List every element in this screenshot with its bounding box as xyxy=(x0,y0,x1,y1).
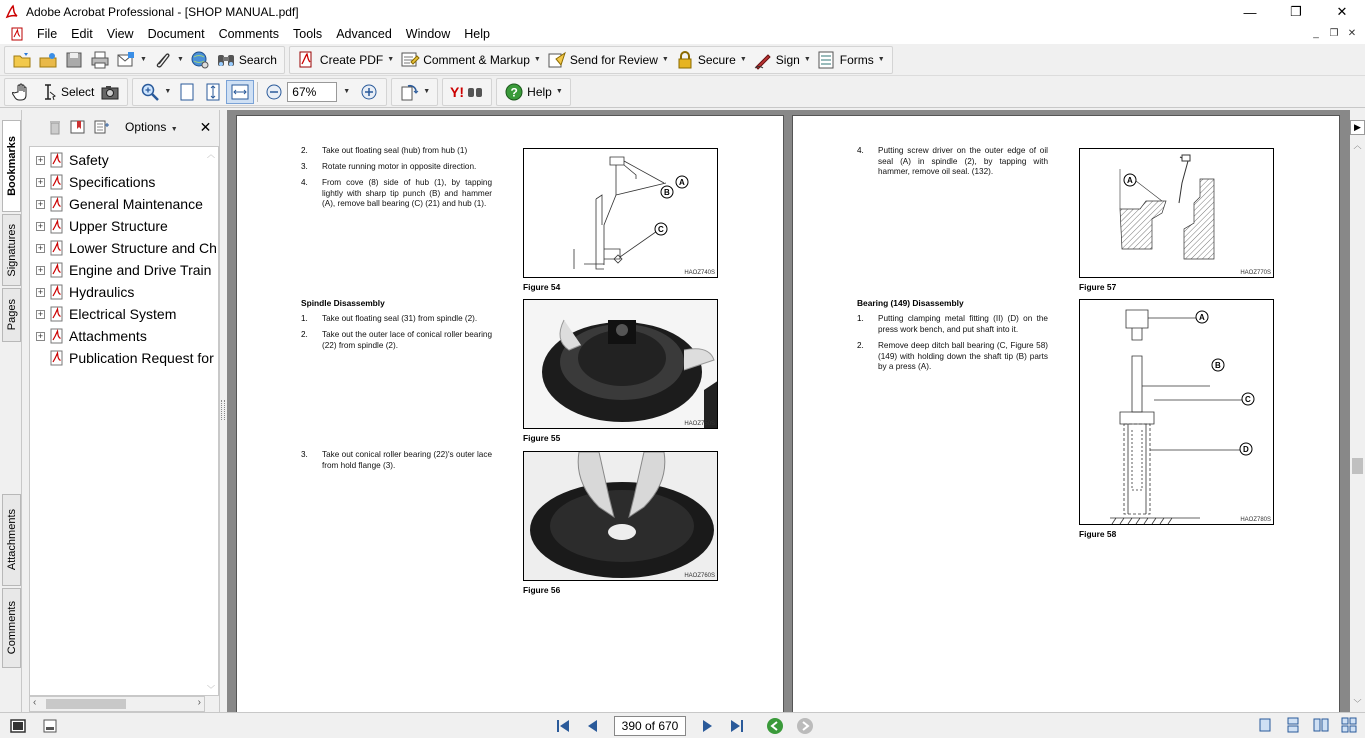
label-b: B xyxy=(664,188,670,197)
bookmark-label: Engine and Drive Train xyxy=(69,262,212,278)
expand-icon[interactable]: + xyxy=(37,154,44,165)
split-arrow-icon[interactable]: ▶ xyxy=(1350,120,1365,135)
pdf-document-icon[interactable] xyxy=(10,27,24,41)
figure-caption: Figure 54 xyxy=(523,282,561,292)
open-button[interactable] xyxy=(9,48,35,72)
bookmark-options-button[interactable]: Options ▼ xyxy=(125,120,178,134)
bookmark-pdf-icon xyxy=(49,262,65,278)
bookmark-item[interactable] xyxy=(30,325,147,347)
last-page-icon xyxy=(729,718,745,734)
label-c: C xyxy=(658,225,664,234)
zoom-tools-group xyxy=(132,78,387,106)
bookmark-label: Upper Structure xyxy=(69,218,168,234)
bookmark-list xyxy=(29,146,219,696)
organizer-icon xyxy=(38,50,58,70)
send-review-label: Send for Review xyxy=(569,52,658,67)
show-hide-panel-icon[interactable] xyxy=(42,718,58,734)
organizer-button[interactable] xyxy=(35,48,61,72)
step-text: From cove (8) side of hub (1), by tapping lightly with sharp tip punch (B) and hammer (A), remove ball bearing (C) (21) and hub (1). xyxy=(322,178,492,208)
figure-caption: Figure 57 xyxy=(1079,282,1117,292)
bookmark-pdf-icon xyxy=(49,350,65,366)
bookmark-item[interactable] xyxy=(30,171,155,193)
email-button[interactable]: ▼ xyxy=(113,48,150,72)
continuous-facing-icon[interactable] xyxy=(1341,717,1357,733)
continuous-icon[interactable] xyxy=(1285,717,1301,733)
step-text: Remove deep ditch ball bearing (C, Figure 58) (149) with holding down the shaft tip (B) parts by a press (A). xyxy=(878,341,1048,371)
step-text: Putting screw driver on the outer edge of oil seal (A) in spindle (2), by tapping with hammer, remove oil seal. (132). xyxy=(878,146,1048,176)
bookmark-item[interactable] xyxy=(30,237,217,259)
bookmark-label: Lower Structure and Ch xyxy=(69,240,217,256)
zoom-out-icon xyxy=(264,82,284,102)
page-number-input[interactable]: 390 of 670 xyxy=(614,716,686,736)
rotate-view-button[interactable]: ▼ xyxy=(396,80,433,104)
svg-text:Y!: Y! xyxy=(450,83,465,100)
doc-restore-icon[interactable]: ❐ xyxy=(1329,27,1339,39)
spindle-photo xyxy=(524,300,718,429)
figure-code: HAOZ780S xyxy=(1240,517,1271,523)
figure-56-photo xyxy=(523,451,718,581)
document-vertical-scrollbar[interactable] xyxy=(1350,110,1365,712)
send-review-button[interactable]: Send for Review ▼ xyxy=(544,48,672,72)
figure-55-photo xyxy=(523,299,718,429)
zoom-in-tool-button[interactable]: ▼ xyxy=(137,80,174,104)
tasks-group xyxy=(289,46,893,74)
step-number: 4. xyxy=(301,178,308,187)
bookmark-pdf-icon xyxy=(49,174,65,190)
tab-comments[interactable]: Comments xyxy=(2,588,21,668)
doc-close-icon[interactable]: ✕ xyxy=(1347,27,1357,39)
tab-bookmarks[interactable]: Bookmarks xyxy=(2,120,21,212)
tab-attachments[interactable]: Attachments xyxy=(2,494,21,586)
text-cursor-icon xyxy=(38,82,58,102)
file-tools-group xyxy=(4,46,285,74)
step-number: 4. xyxy=(857,146,864,155)
acrobat-app-icon xyxy=(4,4,20,20)
restore-button[interactable]: ❐ xyxy=(1290,4,1302,19)
bookmark-from-selection-icon[interactable] xyxy=(93,119,111,135)
menu-advanced[interactable]: Advanced xyxy=(336,27,392,41)
bookmark-item[interactable] xyxy=(30,347,214,369)
expand-icon[interactable]: + xyxy=(37,286,44,297)
scroll-up-icon[interactable]: ︿ xyxy=(1353,141,1362,150)
svg-text:?: ? xyxy=(510,85,519,99)
bookmark-item[interactable] xyxy=(30,215,168,237)
label-a: A xyxy=(679,178,685,187)
bearing-press-diagram xyxy=(1080,300,1274,525)
actual-size-button[interactable] xyxy=(174,80,200,104)
bookmark-pdf-icon xyxy=(49,306,65,322)
step-text: Take out conical roller bearing (22)'s outer lace from hold flange (3). xyxy=(322,450,492,470)
actual-size-icon xyxy=(177,82,197,102)
step-text: Rotate running motor in opposite direction. xyxy=(322,162,477,171)
hand-icon xyxy=(12,82,32,102)
next-page-icon xyxy=(699,718,715,734)
bookmark-label: Specifications xyxy=(69,174,156,190)
menu-comments[interactable]: Comments xyxy=(218,27,279,41)
menu-file[interactable]: File xyxy=(37,27,58,41)
zoom-in-button[interactable] xyxy=(356,80,382,104)
hand-tool-button[interactable] xyxy=(9,80,35,104)
bookmark-pdf-icon xyxy=(49,152,65,168)
comment-markup-icon xyxy=(400,50,420,70)
bookmark-item[interactable] xyxy=(30,281,134,303)
zoom-in-icon xyxy=(359,82,379,102)
view-toolbar xyxy=(0,76,1365,108)
tab-signatures[interactable]: Signatures xyxy=(2,214,21,286)
go-forward-button[interactable] xyxy=(790,716,820,736)
bookmark-item[interactable] xyxy=(30,193,203,215)
fit-width-button[interactable] xyxy=(226,80,254,104)
sign-button[interactable]: Sign ▼ xyxy=(750,48,814,72)
bookmark-label: Attachments xyxy=(69,328,147,344)
step-text: Take out floating seal (hub) from hub (1) xyxy=(322,146,468,155)
label-a: A xyxy=(1199,313,1205,322)
pdf-page-left xyxy=(236,115,784,712)
doc-minimize-icon[interactable]: _ xyxy=(1313,27,1319,39)
menu-view[interactable]: View xyxy=(106,27,134,41)
window-title: Adobe Acrobat Professional - [SHOP MANUAL.pdf] xyxy=(26,5,299,19)
globe-search-icon xyxy=(190,50,210,70)
help-button[interactable]: ? Help ▼ xyxy=(501,80,566,104)
page-layout-buttons xyxy=(1257,717,1357,733)
paperclip-icon xyxy=(153,50,173,70)
single-page-icon[interactable] xyxy=(1257,717,1273,733)
facing-icon[interactable] xyxy=(1313,717,1329,733)
bookmark-pdf-icon xyxy=(49,218,65,234)
open-folder-icon xyxy=(12,50,32,70)
email-icon xyxy=(116,50,136,70)
oil-seal-diagram xyxy=(1080,149,1274,278)
scroll-down-icon[interactable]: ﹀ xyxy=(1353,699,1362,708)
help-group xyxy=(496,78,571,106)
label-c: C xyxy=(1245,395,1251,404)
printer-icon xyxy=(90,50,110,70)
bookmark-label: Safety xyxy=(69,152,109,168)
send-review-icon xyxy=(547,50,567,70)
figure-code: HAOZ770S xyxy=(1240,270,1271,276)
minimize-button[interactable]: — xyxy=(1243,4,1257,20)
menu-edit[interactable]: Edit xyxy=(71,27,93,41)
figure-code: HAOZ750S xyxy=(684,421,715,427)
hub-bearing-diagram xyxy=(524,149,718,278)
step-number: 3. xyxy=(301,162,308,171)
expand-icon[interactable]: + xyxy=(37,308,44,319)
expand-icon[interactable]: + xyxy=(37,264,44,275)
section-heading: Spindle Disassembly xyxy=(301,298,385,308)
go-back-button[interactable] xyxy=(760,716,790,736)
expand-icon[interactable]: + xyxy=(37,242,44,253)
yahoo-group xyxy=(442,78,492,106)
forms-icon xyxy=(817,50,837,70)
create-pdf-icon xyxy=(297,50,317,70)
bookmark-horizontal-scrollbar[interactable]: ‹ › xyxy=(29,696,205,712)
create-pdf-label: Create PDF xyxy=(319,52,384,67)
select-label: Select xyxy=(61,84,95,99)
bookmark-pdf-icon xyxy=(49,240,65,256)
figure-code: HAOZ760S xyxy=(684,573,715,579)
help-label: Help xyxy=(527,84,552,99)
close-window-button[interactable]: ✕ xyxy=(1336,4,1348,19)
bookmark-label: Publication Request for xyxy=(69,350,214,366)
save-disk-icon xyxy=(64,50,84,70)
figure-54-drawing xyxy=(523,148,718,278)
bookmarks-toolbar xyxy=(23,110,219,144)
previous-page-button[interactable] xyxy=(578,716,608,736)
new-bookmark-icon[interactable] xyxy=(69,119,87,135)
back-arrow-icon xyxy=(766,717,784,735)
pdf-page-right xyxy=(792,115,1340,712)
comment-markup-label: Comment & Markup xyxy=(423,52,530,67)
navigation-tabs xyxy=(0,110,22,712)
save-button[interactable] xyxy=(61,48,87,72)
step-number: 2. xyxy=(301,146,308,155)
label-a: A xyxy=(1127,176,1133,185)
vertical-scroll-thumb[interactable] xyxy=(1352,458,1363,474)
menu-tools[interactable]: Tools xyxy=(293,27,323,41)
step-text: Take out the outer lace of conical roller bearing (22) from spindle (2). xyxy=(322,330,492,350)
secure-label: Secure xyxy=(697,52,736,67)
attach-button[interactable]: ▼ xyxy=(150,48,187,72)
snapshot-button[interactable] xyxy=(97,80,123,104)
bookmark-pdf-icon xyxy=(49,196,65,212)
menu-document[interactable]: Document xyxy=(147,27,205,41)
label-b: B xyxy=(1215,361,1221,370)
figure-57-drawing xyxy=(1079,148,1274,278)
step-number: 1. xyxy=(857,314,864,323)
forward-arrow-icon xyxy=(796,717,814,735)
create-pdf-button[interactable]: Create PDF ▼ xyxy=(294,48,397,72)
panel-splitter[interactable] xyxy=(219,110,227,712)
first-page-button[interactable] xyxy=(548,716,578,736)
bookmark-pdf-icon xyxy=(49,284,65,300)
title-bar xyxy=(0,0,1365,24)
hold-flange-photo xyxy=(524,452,718,581)
figure-caption: Figure 55 xyxy=(523,433,561,443)
bookmark-item[interactable] xyxy=(30,149,109,171)
expand-icon[interactable]: + xyxy=(37,176,44,187)
expand-icon[interactable]: + xyxy=(37,198,44,209)
zoom-dropdown-icon[interactable]: ▼ xyxy=(343,88,351,95)
page-size-icon[interactable] xyxy=(10,718,26,734)
previous-page-icon xyxy=(585,718,601,734)
next-page-button[interactable] xyxy=(692,716,722,736)
label-d: D xyxy=(1243,445,1249,454)
step-number: 1. xyxy=(301,314,308,323)
secure-button[interactable]: Secure ▼ xyxy=(672,48,750,72)
forms-label: Forms xyxy=(839,52,874,67)
bookmark-label: Electrical System xyxy=(69,306,177,322)
zoom-level-input[interactable]: 67% xyxy=(287,82,337,102)
camera-icon xyxy=(100,82,120,102)
yahoo-logo-icon xyxy=(450,82,484,102)
menu-help[interactable]: Help xyxy=(464,27,490,41)
bookmark-label: Hydraulics xyxy=(69,284,135,300)
binoculars-icon xyxy=(216,50,236,70)
sign-label: Sign xyxy=(775,52,800,67)
first-page-icon xyxy=(555,718,571,734)
zoom-out-button[interactable] xyxy=(261,80,287,104)
bookmark-item[interactable] xyxy=(30,303,176,325)
bookmark-label: General Maintenance xyxy=(69,196,203,212)
search-label: Search xyxy=(238,52,277,67)
menu-bar xyxy=(0,24,1365,44)
yahoo-search-button[interactable] xyxy=(447,80,487,104)
internet-button[interactable] xyxy=(187,48,213,72)
rotate-view-icon xyxy=(399,82,419,102)
page-navigation xyxy=(548,716,820,736)
bookmarks-panel xyxy=(23,110,219,712)
figure-code: HAOZ740S xyxy=(684,270,715,276)
bookmark-vertical-scrollbar[interactable]: ︿ ﹀ xyxy=(207,150,215,694)
menu-window[interactable]: Window xyxy=(405,27,451,41)
expand-icon[interactable]: + xyxy=(37,330,44,341)
search-button[interactable] xyxy=(213,48,280,72)
tab-pages[interactable]: Pages xyxy=(2,288,21,342)
last-page-button[interactable] xyxy=(722,716,752,736)
step-text: Take out floating seal (31) from spindle (2). xyxy=(322,314,478,323)
comment-markup-button[interactable]: Comment & Markup ▼ xyxy=(397,48,544,72)
bookmark-item[interactable] xyxy=(30,259,211,281)
pen-sign-icon xyxy=(753,50,773,70)
help-icon xyxy=(504,82,524,102)
step-number: 2. xyxy=(857,341,864,350)
expand-icon[interactable]: + xyxy=(37,220,44,231)
status-bar xyxy=(0,712,1365,738)
delete-bookmark-icon[interactable] xyxy=(47,119,63,135)
toolbar-separator xyxy=(257,82,258,102)
select-tool-button[interactable] xyxy=(35,80,97,104)
figure-caption: Figure 56 xyxy=(523,585,561,595)
horizontal-scroll-thumb[interactable] xyxy=(46,699,126,709)
step-text: Putting clamping metal fitting (II) (D) on the press work bench, and put shaft into it. xyxy=(878,314,1048,334)
rotate-group xyxy=(391,78,438,106)
figure-58-drawing xyxy=(1079,299,1274,525)
fit-page-button[interactable] xyxy=(200,80,226,104)
bookmark-pdf-icon xyxy=(49,328,65,344)
print-button[interactable] xyxy=(87,48,113,72)
document-view[interactable] xyxy=(227,110,1350,712)
step-number: 2. xyxy=(301,330,308,339)
forms-button[interactable]: Forms ▼ xyxy=(814,48,888,72)
fit-page-icon xyxy=(203,82,223,102)
magnifier-zoom-icon xyxy=(140,82,160,102)
fit-width-icon xyxy=(230,82,250,102)
figure-caption: Figure 58 xyxy=(1079,529,1117,539)
select-tools-group xyxy=(4,78,128,106)
section-heading: Bearing (149) Disassembly xyxy=(857,298,964,308)
file-toolbar xyxy=(0,44,1365,76)
lock-icon xyxy=(675,50,695,70)
close-panel-icon[interactable]: ✕ xyxy=(199,118,212,135)
step-number: 3. xyxy=(301,450,308,459)
